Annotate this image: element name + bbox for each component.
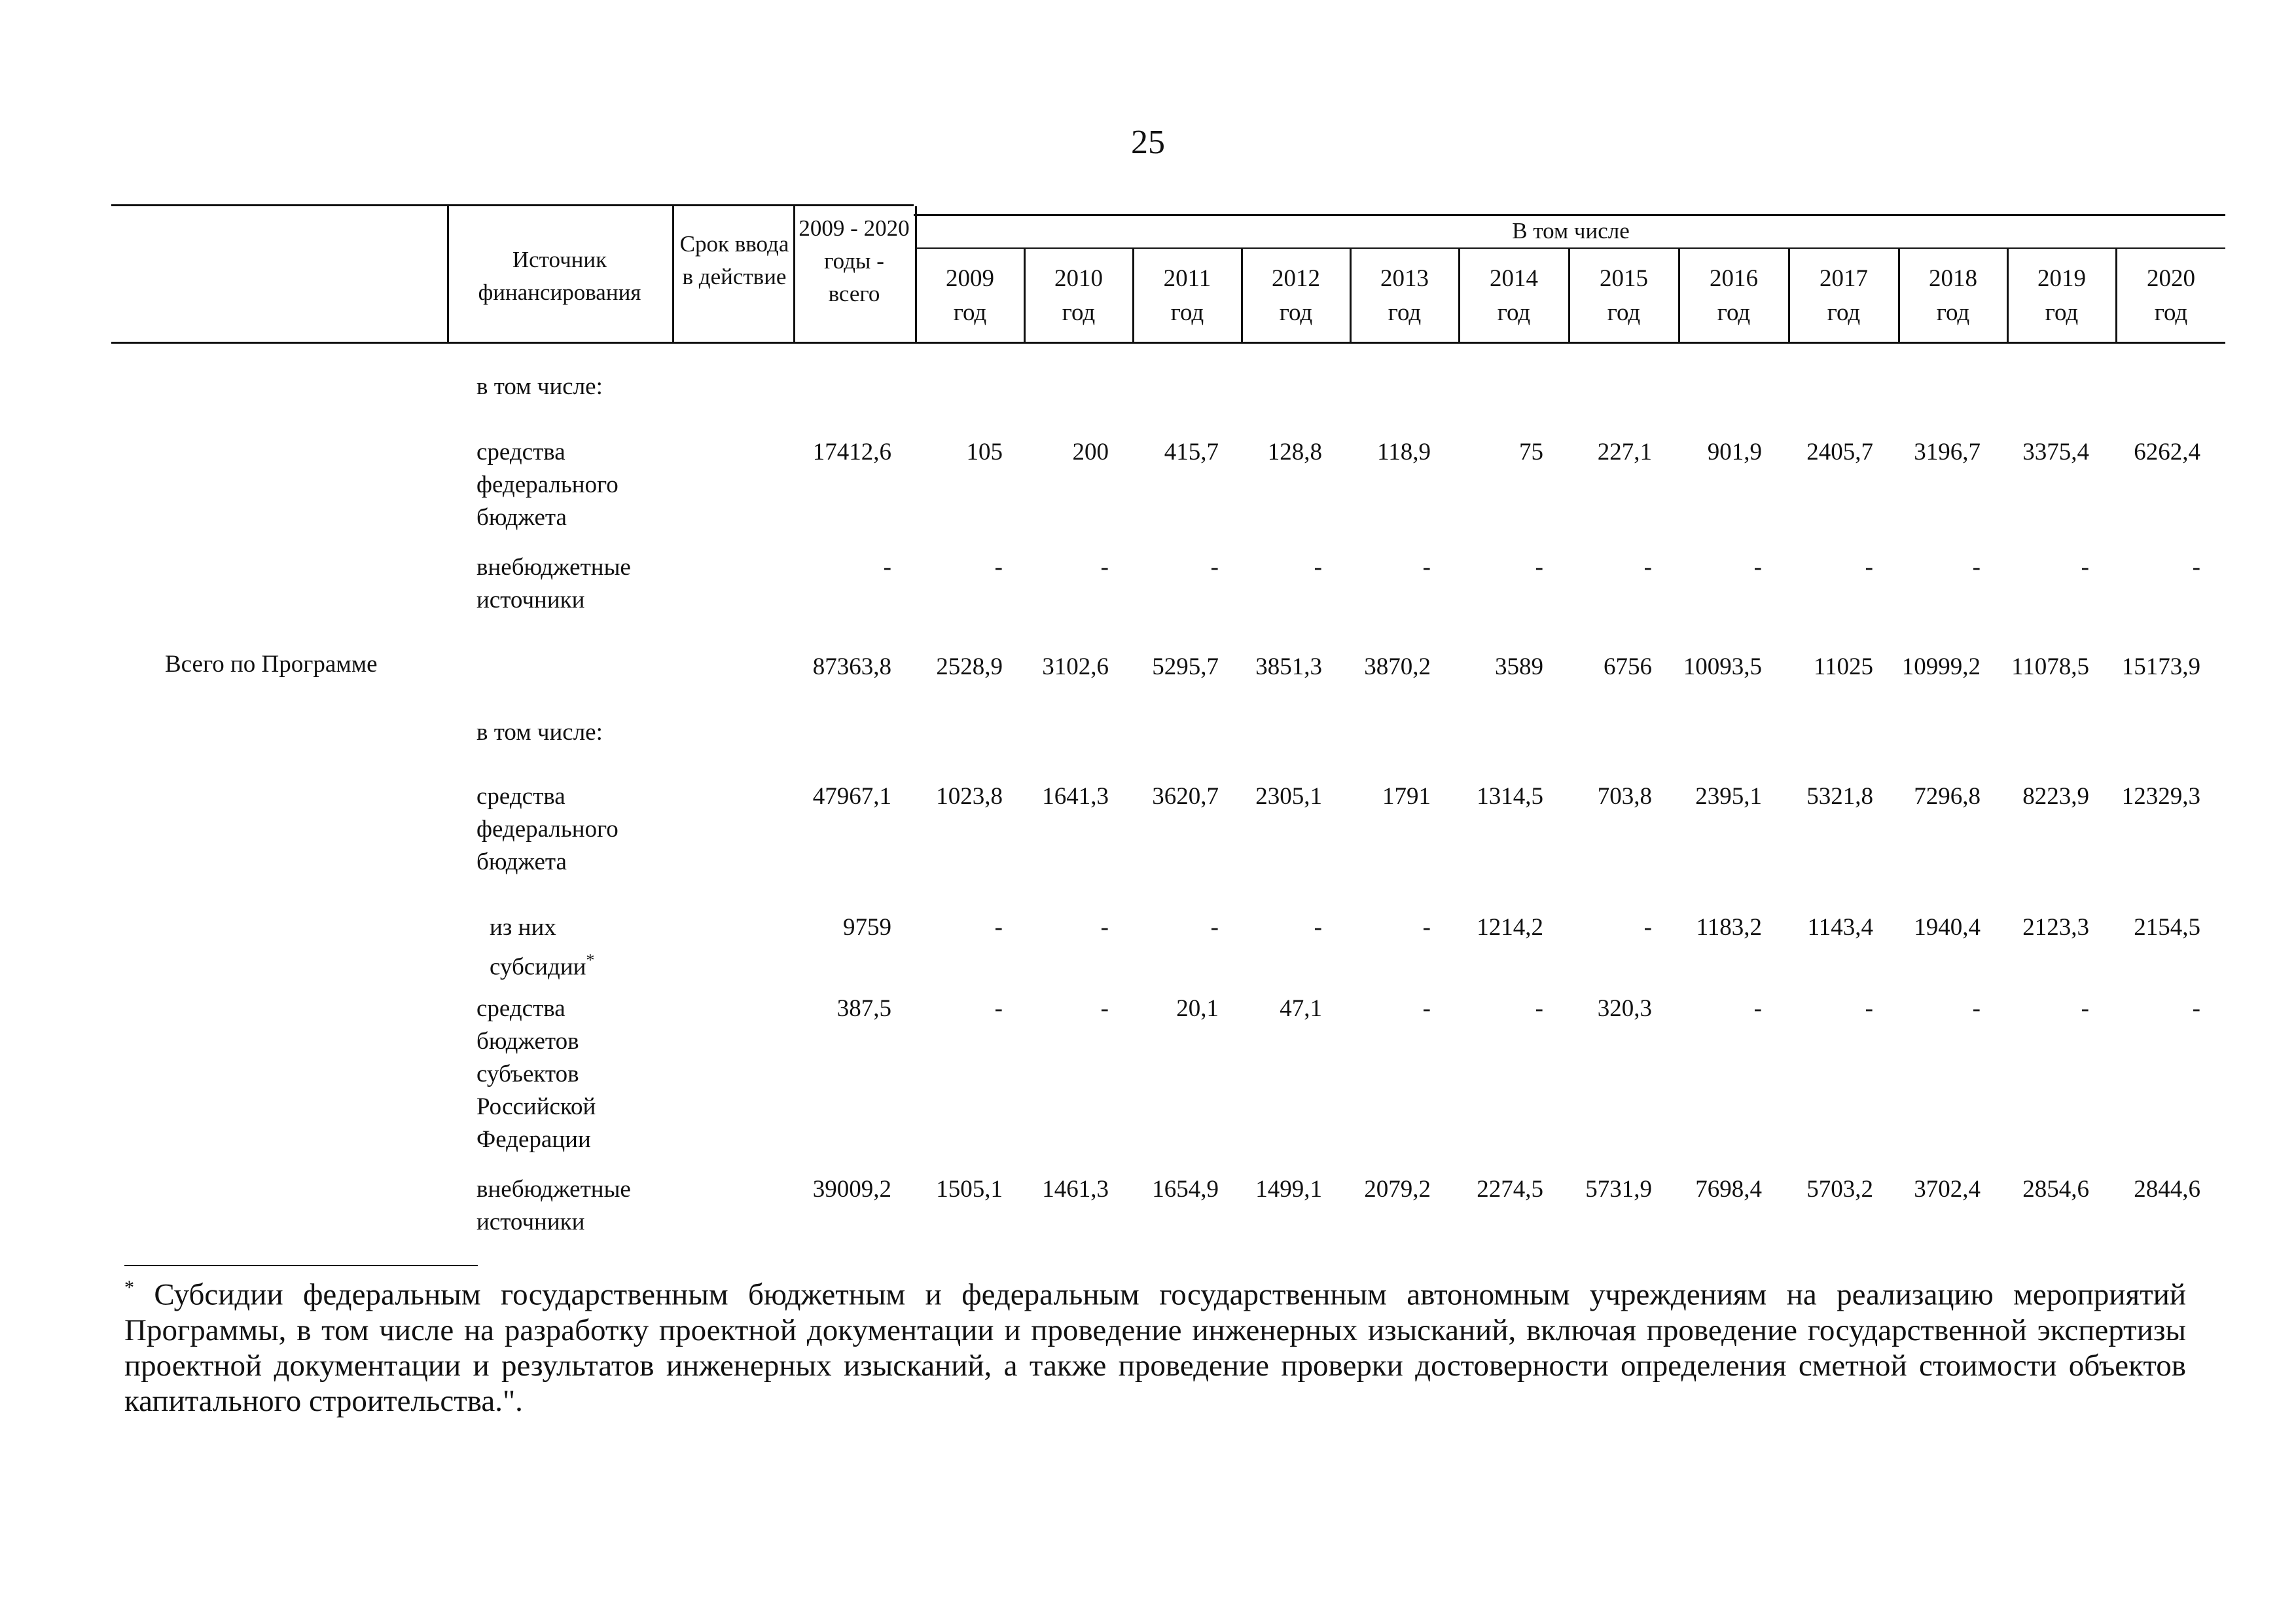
table-cell: 118,9: [1377, 439, 1431, 465]
table-cell: 17412,6: [812, 439, 891, 465]
row-label: в том числе:: [476, 719, 603, 746]
table-cell: 2079,2: [1364, 1176, 1431, 1203]
header-year-2018: 2018 год: [1929, 265, 1977, 326]
subheader-rule: [916, 247, 2225, 249]
table-cell: 10999,2: [1901, 653, 1981, 680]
header-year-2014: 2014 год: [1490, 265, 1538, 326]
table-cell: 3870,2: [1364, 653, 1431, 680]
table-cell: 20,1: [1176, 995, 1219, 1022]
table-cell: 2123,3: [2022, 914, 2089, 941]
table-cell: -: [1643, 914, 1652, 941]
table-cell: -: [1865, 995, 1873, 1022]
row-label: средства федерального бюджета: [476, 439, 619, 531]
table-cell: -: [994, 995, 1003, 1022]
table-cell: 2528,9: [936, 653, 1003, 680]
table-cell: -: [2081, 995, 2089, 1022]
row-label: в том числе:: [476, 373, 603, 400]
table-cell: 3196,7: [1914, 439, 1981, 465]
header-year-2015: 2015 год: [1600, 265, 1648, 326]
footnote: [124, 1270, 2186, 1419]
table-cell: 2395,1: [1695, 783, 1762, 810]
table-cell: 1791: [1382, 783, 1431, 810]
table-cell: 7296,8: [1914, 783, 1981, 810]
table-cell: 1940,4: [1914, 914, 1981, 941]
footnote-text: Субсидии федеральным государственным бюджетным и федеральным государственным автономным учреждениям на реализацию мероприятий Программы, в том числе на разработку проектной документации и проведение инженерных изысканий, включая проведение государственной экспертизы проектной документации и результатов инженерных изысканий, а также проведение проверки достоверности определения сметной стоимости объектов капитального строительства.".: [124, 1277, 2186, 1418]
table-cell: -: [1535, 995, 1543, 1022]
header-year-2011: 2011 год: [1163, 265, 1211, 326]
table-cell: -: [1314, 914, 1322, 941]
table-cell: -: [1210, 554, 1219, 581]
table-cell: 8223,9: [2022, 783, 2089, 810]
table-cell: 1499,1: [1255, 1176, 1322, 1203]
row-label-subsidies: из них субсидии*: [490, 914, 595, 981]
row-title-total: Всего по Программе: [165, 651, 378, 678]
table-cell: 3102,6: [1042, 653, 1109, 680]
table-cell: 2854,6: [2022, 1176, 2089, 1203]
table-cell: -: [1422, 914, 1431, 941]
header-including: В том числе: [1512, 218, 1630, 244]
table-cell: -: [1422, 554, 1431, 581]
table-cell: 2405,7: [1806, 439, 1873, 465]
table-cell: -: [1100, 995, 1109, 1022]
table-cell: 1214,2: [1477, 914, 1543, 941]
table-cell: -: [1535, 554, 1543, 581]
table-cell: -: [1643, 554, 1652, 581]
table-cell: 1183,2: [1696, 914, 1762, 941]
table-cell: -: [994, 554, 1003, 581]
page-number: 25: [1131, 124, 1165, 161]
header-year-2013: 2013 год: [1380, 265, 1429, 326]
header-year-2010: 2010 год: [1054, 265, 1103, 326]
table-cell: -: [1100, 554, 1109, 581]
table-cell: -: [2192, 995, 2200, 1022]
table-cell: 1641,3: [1042, 783, 1109, 810]
table-cell: 3620,7: [1152, 783, 1219, 810]
table-cell: 703,8: [1597, 783, 1652, 810]
table-cell: -: [1753, 995, 1762, 1022]
table-cell: 7698,4: [1695, 1176, 1762, 1203]
table-cell: -: [1972, 554, 1981, 581]
table-cell: -: [1753, 554, 1762, 581]
table-cell: 2274,5: [1477, 1176, 1543, 1203]
row-label: средства федерального бюджета: [476, 783, 619, 875]
table-cell: 1461,3: [1042, 1176, 1109, 1203]
table-cell: 15173,9: [2121, 653, 2200, 680]
table-cell: 10093,5: [1683, 653, 1762, 680]
table-cell: 5731,9: [1585, 1176, 1652, 1203]
table-cell: 387,5: [836, 995, 891, 1022]
table-cell: -: [1314, 554, 1322, 581]
table-cell: -: [2192, 554, 2200, 581]
table-cell: 3589: [1495, 653, 1543, 680]
table-cell: 1505,1: [936, 1176, 1003, 1203]
header-year-2009: 2009 год: [946, 265, 994, 326]
header-year-2016: 2016 год: [1710, 265, 1758, 326]
header-term: Срок ввода в действие: [679, 231, 789, 289]
table-cell: 105: [966, 439, 1003, 465]
table-cell: 47,1: [1280, 995, 1322, 1022]
table-cell: -: [994, 914, 1003, 941]
table-cell: 2844,6: [2134, 1176, 2200, 1203]
table-cell: 1023,8: [936, 783, 1003, 810]
table-cell: 12329,3: [2121, 783, 2200, 810]
table-cell: 11025: [1813, 653, 1873, 680]
table-cell: 320,3: [1597, 995, 1652, 1022]
header-source: Источник финансирования: [478, 247, 641, 305]
table-cell: 6262,4: [2134, 439, 2200, 465]
row-label: внебюджетные источники: [476, 1176, 631, 1235]
table-cell: -: [1865, 554, 1873, 581]
table-cell: 5321,8: [1806, 783, 1873, 810]
table-cell: 39009,2: [812, 1176, 891, 1203]
column-divider: [793, 206, 795, 342]
row-label: внебюджетные источники: [476, 554, 631, 613]
table-cell: 5703,2: [1806, 1176, 1873, 1203]
table-cell: -: [1422, 995, 1431, 1022]
header-year-2020: 2020 год: [2147, 265, 2195, 326]
header-year-2012: 2012 год: [1272, 265, 1320, 326]
table-cell: 901,9: [1707, 439, 1762, 465]
table-cell: 1314,5: [1477, 783, 1543, 810]
table-cell: 1654,9: [1152, 1176, 1219, 1203]
table-cell: 5295,7: [1152, 653, 1219, 680]
table-cell: 11078,5: [2011, 653, 2089, 680]
table-cell: 227,1: [1597, 439, 1652, 465]
table-cell: 6756: [1604, 653, 1652, 680]
table-cell: 3375,4: [2022, 439, 2089, 465]
table-cell: -: [1972, 995, 1981, 1022]
table-cell: 3851,3: [1255, 653, 1322, 680]
table-cell: 47967,1: [812, 783, 891, 810]
table-cell: -: [1210, 914, 1219, 941]
footnote-rule: [124, 1265, 478, 1266]
header-year-2019: 2019 год: [2037, 265, 2086, 326]
row-label: средства бюджетов субъектов Российской Федерации: [476, 995, 596, 1153]
table-cell: 415,7: [1164, 439, 1219, 465]
column-divider: [672, 206, 674, 342]
table-cell: 87363,8: [812, 653, 891, 680]
table-cell: 1143,4: [1807, 914, 1873, 941]
footnote-mark: *: [586, 951, 595, 970]
table-cell: 75: [1519, 439, 1543, 465]
table-cell: 128,8: [1267, 439, 1322, 465]
header-total: 2009 - 2020 годы - всего: [798, 215, 910, 306]
column-divider: [447, 206, 449, 342]
table-cell: 200: [1072, 439, 1109, 465]
table-cell: -: [1100, 914, 1109, 941]
table-cell: -: [2081, 554, 2089, 581]
header-year-2017: 2017 год: [1820, 265, 1868, 326]
table-cell: 2305,1: [1255, 783, 1322, 810]
table-cell: 2154,5: [2134, 914, 2200, 941]
table-cell: 9759: [843, 914, 891, 941]
table-cell: 3702,4: [1914, 1176, 1981, 1203]
header-bottom-rule: [111, 342, 2225, 344]
table-cell: -: [883, 554, 891, 581]
footnote-mark: *: [124, 1277, 134, 1298]
